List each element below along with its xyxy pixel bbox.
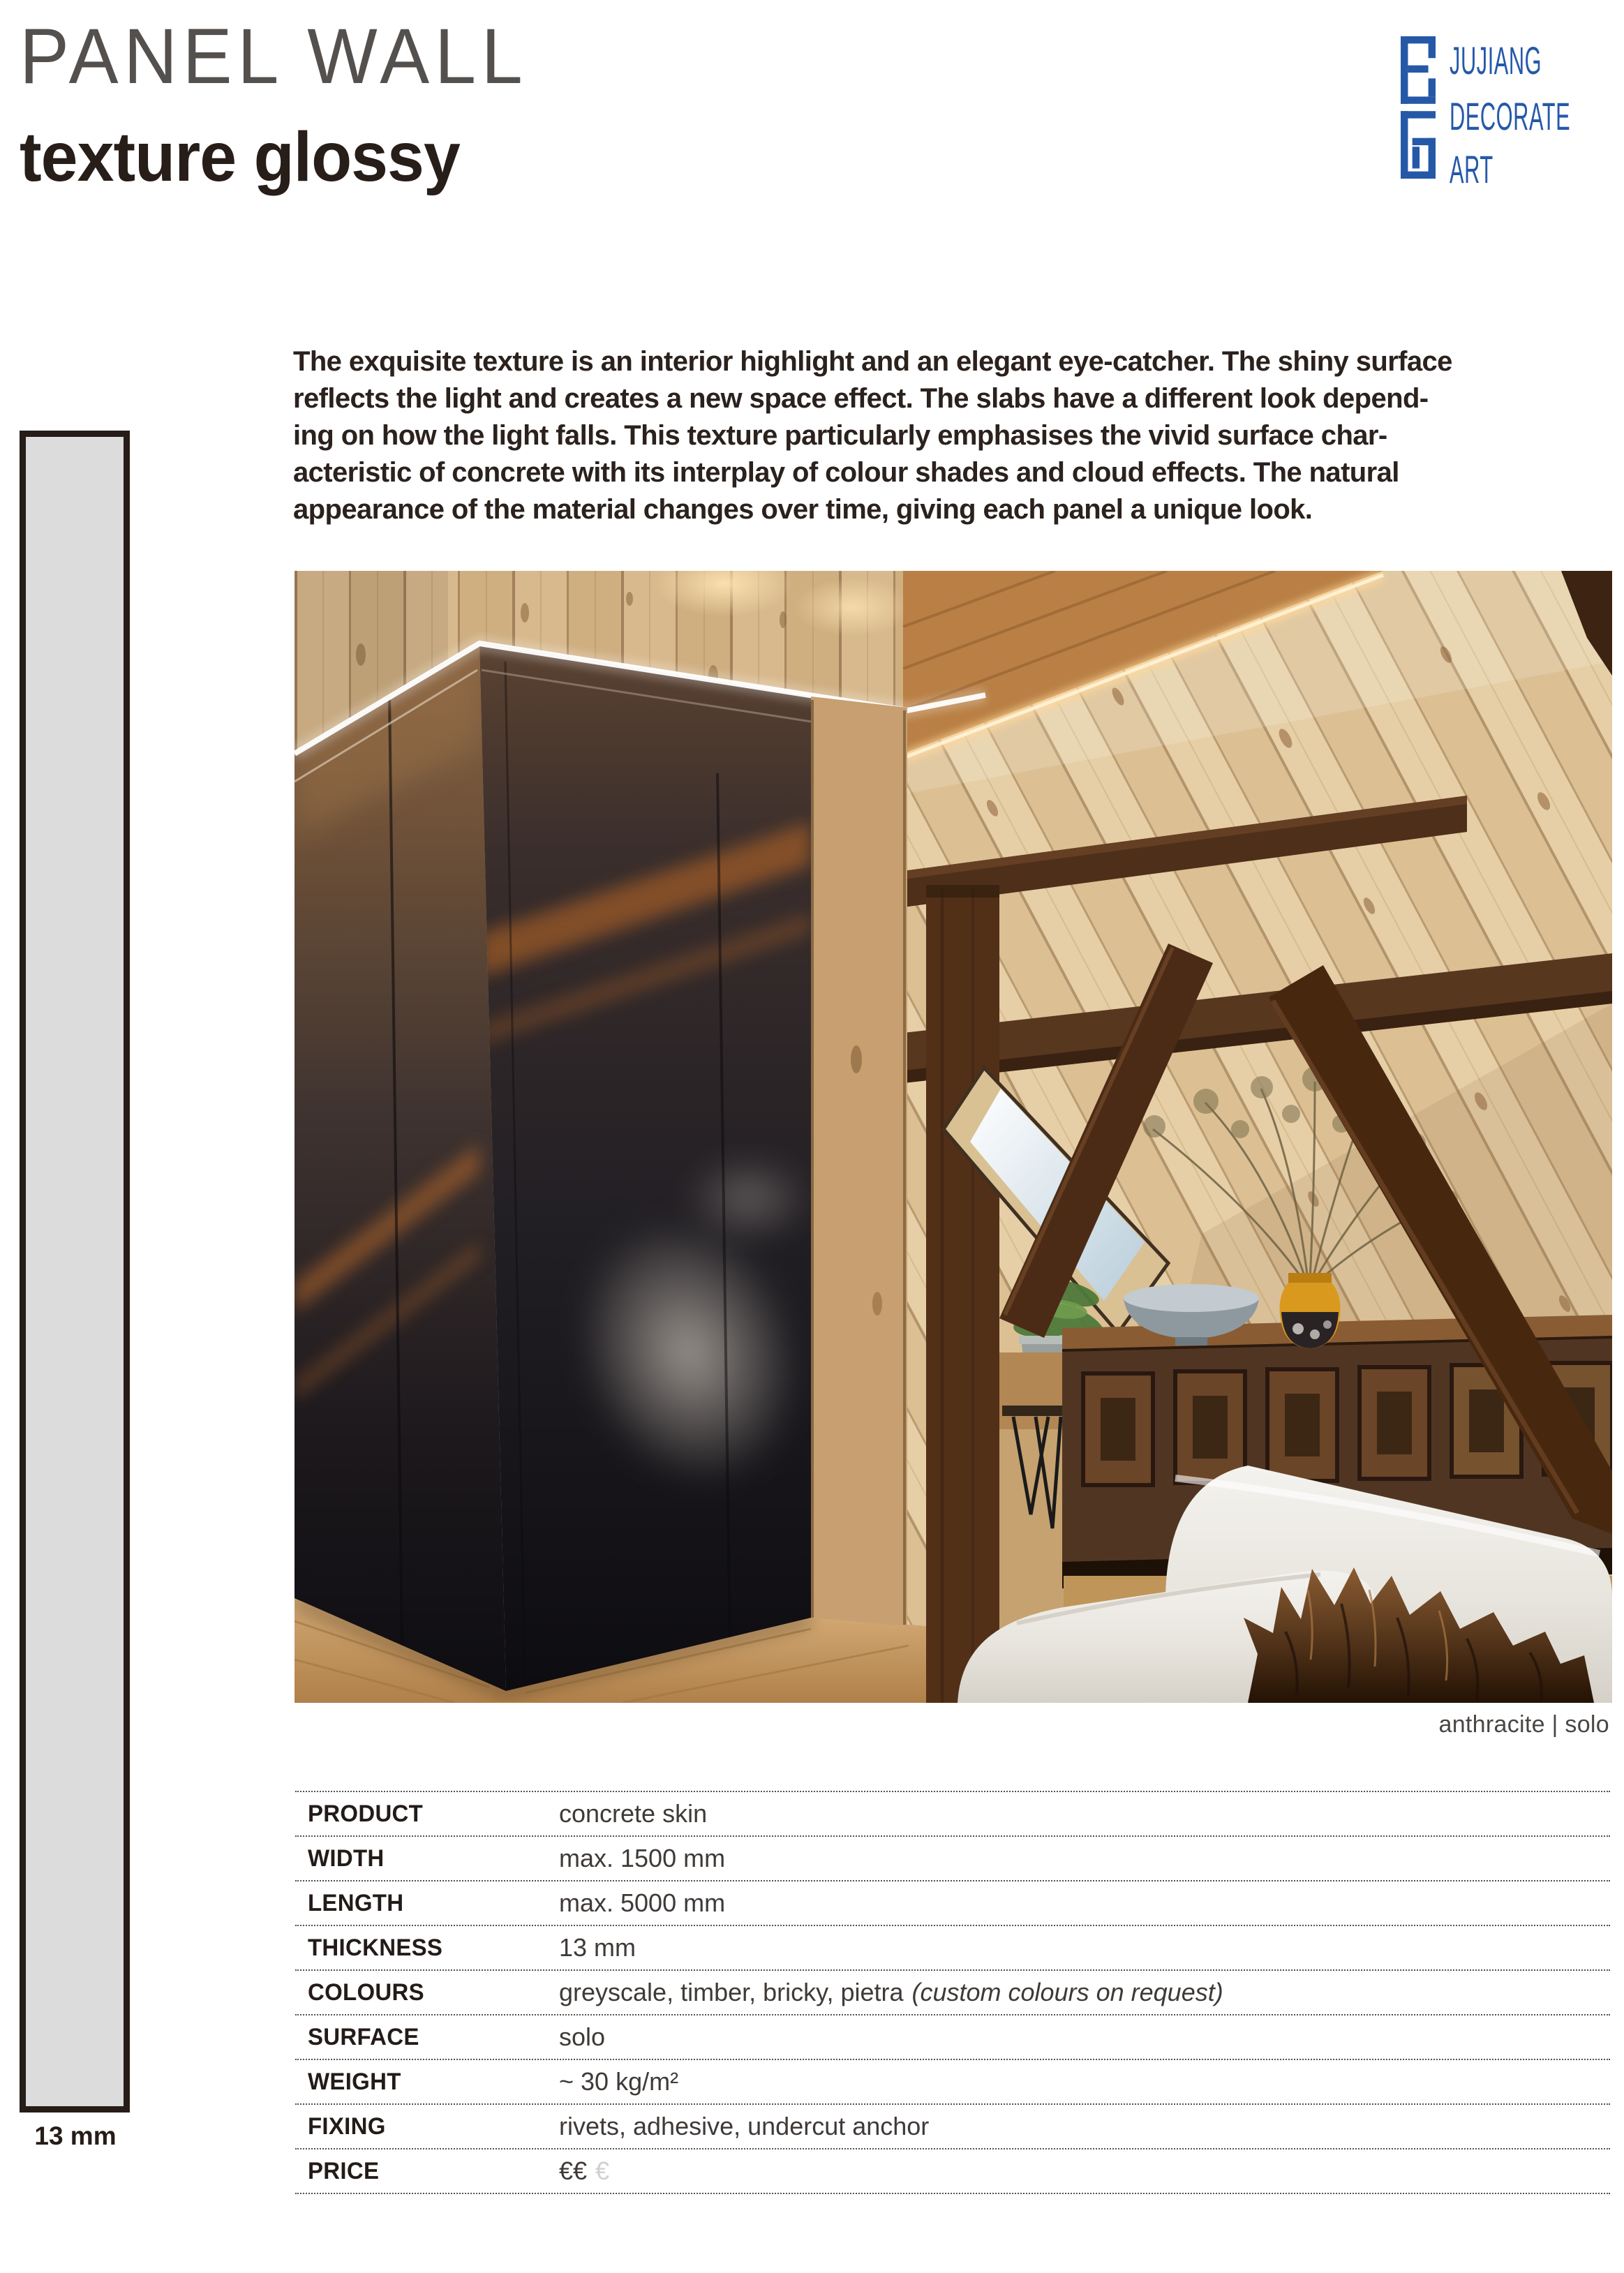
spec-label: WIDTH <box>308 1845 385 1872</box>
table-row-surface <box>295 2014 1610 2059</box>
intro-line: acteristic of concrete with its interplay of colour shades and cloud effects. The natural <box>293 457 1399 488</box>
spec-value-light: € <box>595 2156 610 2185</box>
spec-label: WEIGHT <box>308 2068 401 2095</box>
table-row-product <box>295 1791 1610 1835</box>
spec-label: PRODUCT <box>308 1800 424 1827</box>
table-row-weight <box>295 2059 1610 2103</box>
intro-paragraph <box>293 343 1619 528</box>
spec-value: concrete skin <box>559 1799 708 1828</box>
table-row-fixing <box>295 2103 1610 2148</box>
logo-text-line: DECORATE <box>1450 94 1571 138</box>
spec-value: max. 1500 mm <box>559 1844 726 1872</box>
logo-text-line: JUJIANG <box>1450 38 1542 82</box>
table-row-price <box>295 2148 1610 2194</box>
page-subtitle: texture glossy <box>20 118 460 196</box>
spec-value: solo <box>559 2022 606 2051</box>
intro-line: The exquisite texture is an interior highlight and an elegant eye-catcher. The shiny surface <box>293 346 1452 377</box>
spec-label: SURFACE <box>308 2023 419 2050</box>
panel-thickness-label: 13 mm <box>34 2122 117 2150</box>
intro-line: reflects the light and creates a new space effect. The slabs have a different look depend- <box>293 383 1429 414</box>
page-title: PANEL WALL <box>20 13 528 100</box>
spec-note: (custom colours on request) <box>911 1978 1223 2006</box>
jujiang-maze-logo-icon <box>1401 36 1436 179</box>
timber-post <box>926 885 999 1703</box>
table-row-colours <box>295 1969 1610 2014</box>
spec-value: 13 mm <box>559 1933 636 1962</box>
logo-text-line: ART <box>1450 147 1493 191</box>
spec-label: FIXING <box>308 2112 386 2140</box>
wood-board-strip <box>811 696 907 1626</box>
table-row-width <box>295 1835 1610 1880</box>
table-row-length <box>295 1880 1610 1925</box>
spec-value: rivets, adhesive, undercut anchor <box>559 2112 930 2140</box>
spec-value: max. 5000 mm <box>559 1888 726 1917</box>
spec-table <box>295 1791 1610 2194</box>
intro-line: ing on how the light falls. This texture particularly emphasises the vivid surface char- <box>293 420 1387 451</box>
spec-label: COLOURS <box>308 1978 424 2006</box>
spec-label: LENGTH <box>308 1889 404 1916</box>
photo-caption: anthracite | solo <box>1438 1711 1609 1738</box>
spec-label: THICKNESS <box>308 1934 443 1961</box>
intro-line: appearance of the material changes over time, giving each panel a unique look. <box>293 494 1313 525</box>
side-table-top <box>1002 1406 1062 1416</box>
table-row-thickness <box>295 1925 1610 1969</box>
panel-thickness-diagram <box>20 431 130 2112</box>
interior-photo <box>295 571 1612 1703</box>
spec-value: ~ 30 kg/m² <box>559 2067 679 2096</box>
ceiling-light-glow <box>794 578 912 636</box>
interior-photo-illustration <box>295 571 1612 1703</box>
spec-label: PRICE <box>308 2157 380 2184</box>
spec-value: €€ <box>559 2156 588 2185</box>
amber-vase <box>1280 1273 1341 1348</box>
spec-value: greyscale, timber, bricky, pietra <box>559 1978 904 2006</box>
brand-logo <box>1399 35 1616 191</box>
